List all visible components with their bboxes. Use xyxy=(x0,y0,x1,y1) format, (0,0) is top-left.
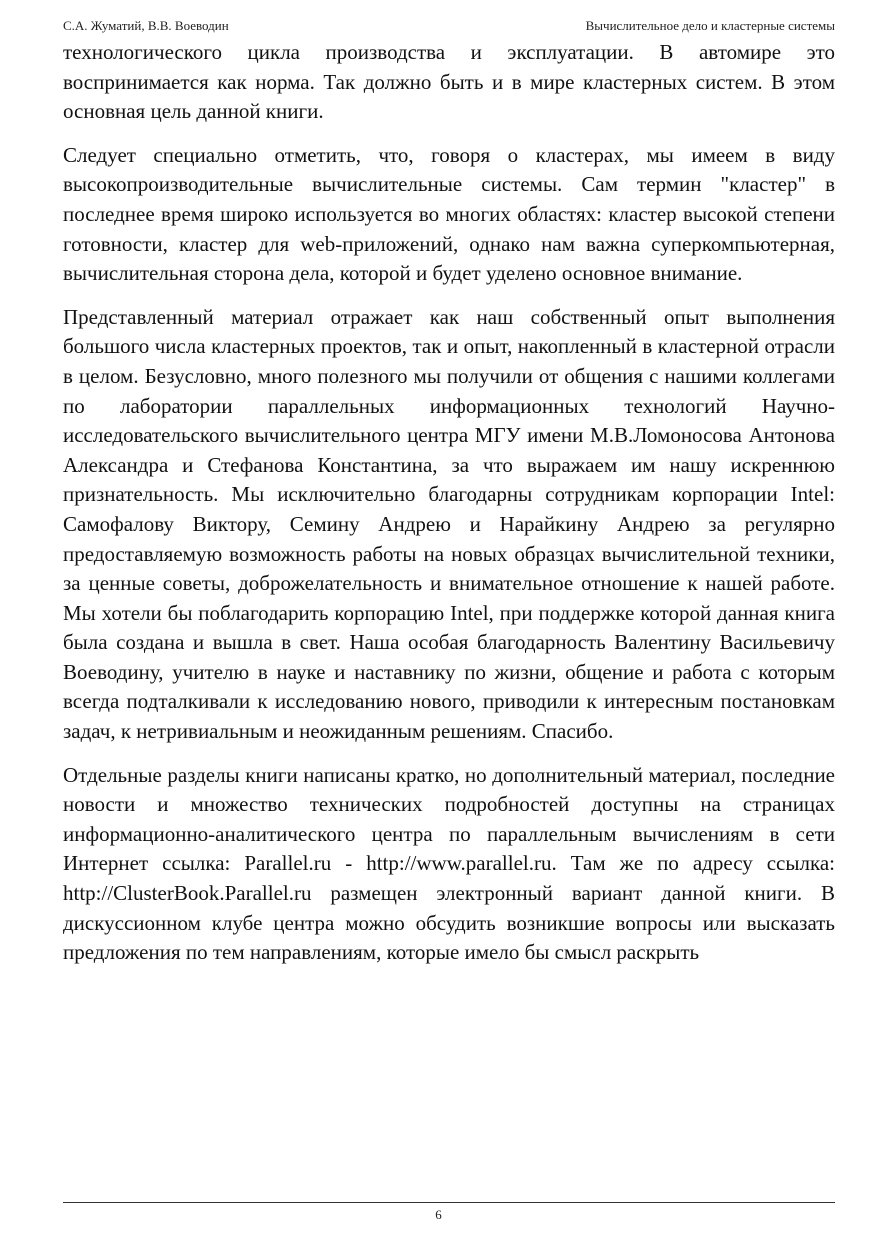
header-authors: С.А. Жуматий, В.В. Воеводин xyxy=(63,18,229,33)
running-header xyxy=(63,16,835,36)
header-book-title: Вычислительное дело и кластерные системы xyxy=(585,18,835,33)
paragraph-continuation: технологического цикла производства и эксплуатации. В автомире это воспринимается как норма. Так должно быть и в мире кластерных систем. В этом основная цель данной книги. xyxy=(63,40,835,124)
paragraph-cluster-definition: Следует специально отметить, что, говоря о кластерах, мы имеем в виду высокопроизводительные вычислительные системы. Сам термин "кластер" в последнее время широко используется во многих областях: кластер высокой степени готовности, кластер для web-приложений, однако нам важна суперкомпьютерная, вычислительная сторона дела, которой и будет уделено основное внимание. xyxy=(63,142,835,286)
footer-divider xyxy=(63,1202,835,1203)
paragraph-acknowledgements: Представленный материал отражает как наш собственный опыт выполнения большого числа кластерных проектов, так и опыт, накопленный в кластерной отрасли в целом. Безусловно, много полезного мы получили от общения с нашими коллегами по лаборатории параллельных информационных технологий Научно-исследовательского вычислительного центра МГУ имени М.В.Ломоносова Антонова Александра и Стефанова Константина, за что выражаем им нашу искреннюю признательность. Мы исключительно благодарны сотрудникам корпорации Intel: Самофалову Виктору, Семину Андрею и Нарайкину Андрею за регулярно предоставляемую возможность работы на новых образцах вычислительной техники, за ценные советы, доброжелательность и внимательное отношение к нашей работе. Мы хотели бы поблагодарить корпорацию Intel, при поддержке которой данная книга была создана и вышла в свет. Наша особая благодарность Валентину Васильевичу Воеводину, учителю в науке и наставнику по жизни, общение и работа с которым всегда подталкивали к исследованию нового, приводили к интересным постановкам задач, к нетривиальным и неожиданным решениям. Спасибо. xyxy=(63,304,835,744)
paragraph-online-resources: Отдельные разделы книги написаны кратко, но дополнительный материал, последние новости и множество технических подробностей доступны на страницах информационно-аналитического центра по параллельным вычислениям в сети Интернет ссылка: Parallel.ru - http://www.parallel.ru. Там же по адресу ссылка: http://ClusterBook.Parallel.ru размещен электронный вариант данной книги. В дискуссионном клубе центра можно обсудить возникшие вопросы или высказать предложения по тем направлениям, которые имело бы смысл раскрыть xyxy=(63,762,835,965)
page-number: 6 xyxy=(435,1207,442,1222)
page-body xyxy=(63,38,835,982)
